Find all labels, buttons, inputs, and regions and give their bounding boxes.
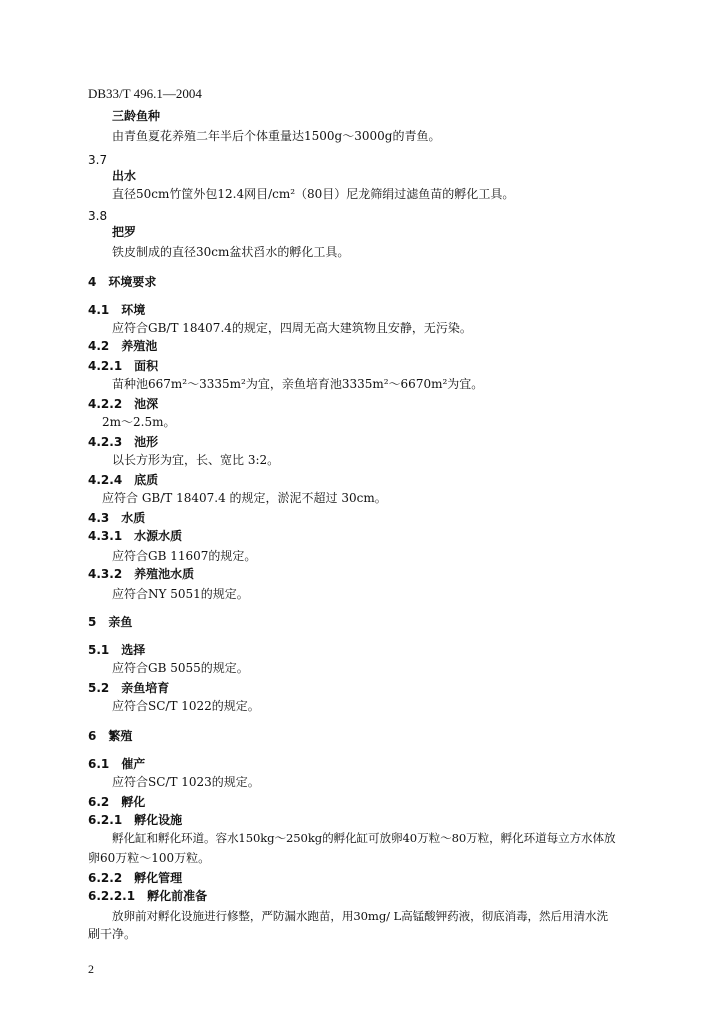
subsection-heading: 4.2.2 池深 bbox=[88, 397, 159, 411]
paragraph: 2m～2.5m。 bbox=[102, 415, 176, 429]
document-code: DB33/T 496.1—2004 bbox=[88, 86, 202, 101]
paragraph: 应符合NY 5051的规定。 bbox=[112, 587, 249, 601]
paragraph: 应符合GB/T 18407.4的规定，四周无高大建筑物且安静，无污染。 bbox=[112, 321, 472, 335]
paragraph: 应符合GB 5055的规定。 bbox=[112, 661, 249, 675]
paragraph: 以长方形为宜，长、宽比 3:2。 bbox=[112, 453, 280, 467]
subsection-heading: 4.2 养殖池 bbox=[88, 339, 158, 353]
section-heading: 4 环境要求 bbox=[88, 275, 157, 289]
term-definition: 铁皮制成的直径30cm盆状舀水的孵化工具。 bbox=[112, 245, 350, 259]
subsection-heading: 4.3.2 养殖池水质 bbox=[88, 567, 195, 581]
subsection-heading: 4.2.3 池形 bbox=[88, 435, 159, 449]
paragraph: 放卵前对孵化设施进行修整，严防漏水跑苗，用30mg/ L高锰酸钾药液，彻底消毒，然后用清水洗 bbox=[112, 909, 609, 923]
subsection-heading: 4.2.1 面积 bbox=[88, 359, 159, 373]
term-number: 3.8 bbox=[88, 209, 108, 223]
term-definition: 由青鱼夏花养殖二年半后个体重量达1500g～3000g的青鱼。 bbox=[112, 129, 441, 143]
subsection-heading: 5.2 亲鱼培育 bbox=[88, 681, 170, 695]
term-title: 三龄鱼种 bbox=[112, 109, 161, 123]
subsection-heading: 4.3.1 水源水质 bbox=[88, 529, 183, 543]
paragraph: 应符合 GB/T 18407.4 的规定，淤泥不超过 30cm。 bbox=[102, 491, 387, 505]
section-heading: 6 繁殖 bbox=[88, 729, 133, 743]
subsection-heading: 6.1 催产 bbox=[88, 757, 146, 771]
subsection-heading: 4.1 环境 bbox=[88, 303, 146, 317]
paragraph-continuation: 卵60万粒～100万粒。 bbox=[88, 851, 211, 865]
term-number: 3.7 bbox=[88, 153, 108, 167]
subsection-heading: 6.2.2 孵化管理 bbox=[88, 871, 183, 885]
subsection-heading: 6.2.1 孵化设施 bbox=[88, 813, 183, 827]
subsection-heading: 6.2.2.1 孵化前准备 bbox=[88, 889, 208, 903]
paragraph-continuation: 刷干净。 bbox=[88, 927, 137, 941]
section-heading: 5 亲鱼 bbox=[88, 615, 133, 629]
page-number: 2 bbox=[88, 962, 94, 976]
subsection-heading: 4.2.4 底质 bbox=[88, 473, 159, 487]
paragraph: 孵化缸和孵化环道。容水150kg～250kg的孵化缸可放卵40万粒～80万粒，孵化环道每立方水体放 bbox=[112, 831, 616, 845]
term-definition: 直径50cm竹筐外包12.4网目/cm²（80目）尼龙筛绢过滤鱼苗的孵化工具。 bbox=[112, 187, 515, 201]
subsection-heading: 5.1 选择 bbox=[88, 643, 146, 657]
term-title: 出水 bbox=[112, 169, 137, 183]
subsection-heading: 4.3 水质 bbox=[88, 511, 146, 525]
paragraph: 应符合SC/T 1022的规定。 bbox=[112, 699, 260, 713]
paragraph: 苗种池667m²～3335m²为宜，亲鱼培育池3335m²～6670m²为宜。 bbox=[112, 377, 484, 391]
term-title: 把罗 bbox=[112, 225, 137, 239]
paragraph: 应符合GB 11607的规定。 bbox=[112, 549, 257, 563]
subsection-heading: 6.2 孵化 bbox=[88, 795, 146, 809]
paragraph: 应符合SC/T 1023的规定。 bbox=[112, 775, 260, 789]
